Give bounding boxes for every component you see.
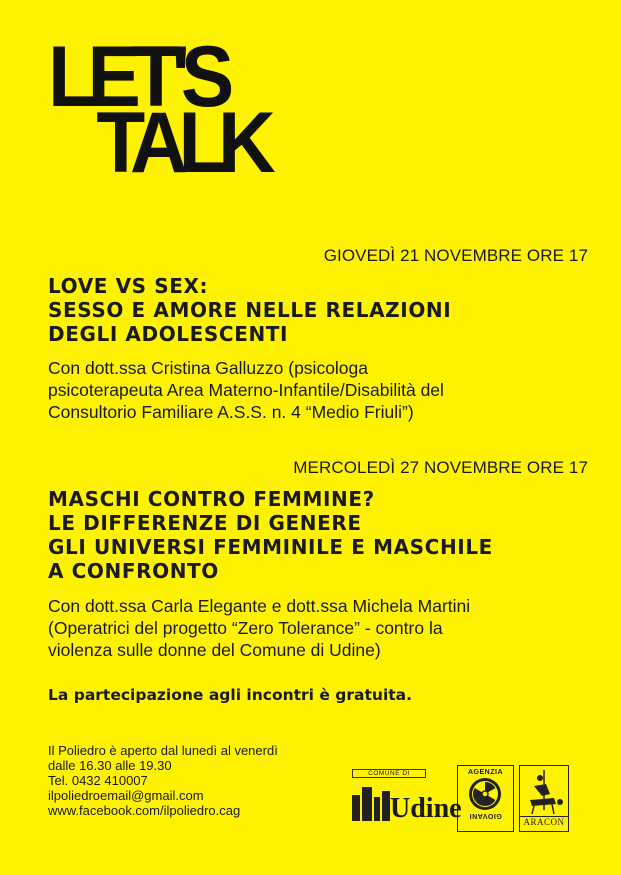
contact-info	[48, 743, 278, 818]
event2-description-line: violenza sulle donne del Comune di Udine)	[48, 640, 381, 660]
event2-description-line: (Operatrici del progetto “Zero Tolerance” - contro la	[48, 618, 443, 638]
event1-description-line: psicoterapeuta Area Materno-Infantile/Disabilità del	[48, 380, 444, 400]
event1-headline	[48, 274, 451, 346]
aracon-name: ARACON	[520, 816, 568, 827]
event1-description-line: Con dott.ssa Cristina Galluzzo (psicologa	[48, 358, 369, 378]
comune-logo-top-text: COMUNE DI	[352, 769, 426, 778]
event2-date: MERCOLEDÌ 27 NOVEMBRE ORE 17	[293, 458, 588, 477]
contact-line: Tel. 0432 410007	[48, 773, 148, 788]
event1-headline-line: SESSO E AMORE NELLE RELAZIONI	[48, 298, 452, 322]
agenzia-giovani-logo	[457, 765, 514, 832]
event1-description	[48, 357, 444, 423]
contact-line: Il Poliedro è aperto dal lunedì al venerdì	[48, 743, 278, 758]
event1-date: GIOVEDÌ 21 NOVEMBRE ORE 17	[323, 246, 588, 265]
free-participation-note: La partecipazione agli incontri è gratuita.	[48, 686, 413, 704]
contact-email[interactable]: ilpoliedroemail@gmail.com	[48, 788, 204, 803]
agenzia-bottom-text: GIOVANI	[469, 812, 502, 819]
event1-description-line: Consultorio Familiare A.S.S. n. 4 “Medio Friuli”)	[48, 402, 414, 422]
don-quixote-icon	[520, 766, 568, 816]
aracon-logo	[519, 765, 569, 832]
comune-di-udine-logo	[350, 765, 462, 830]
event2-headline-line: LE DIFFERENZE DI GENERE	[48, 511, 362, 535]
event2-headline-line: A CONFRONTO	[48, 559, 219, 583]
event1-headline-line: DEGLI ADOLESCENTI	[48, 322, 289, 346]
contact-facebook-link[interactable]: www.facebook.com/ilpoliedro.cag	[48, 803, 241, 818]
agenzia-top-text: AGENZIA	[468, 769, 503, 776]
poster-title	[48, 29, 267, 191]
event2-headline	[48, 487, 493, 583]
event1-headline-line: LOVE VS SEX:	[48, 274, 209, 298]
title-line-2: TALK	[96, 95, 267, 191]
event2-headline-line: GLI UNIVERSI FEMMINILE E MASCHILE	[48, 535, 493, 559]
event2-description-line: Con dott.ssa Carla Elegante e dott.ssa Michela Martini	[48, 596, 471, 616]
contact-line: dalle 16.30 alle 19.30	[48, 758, 172, 773]
comune-logo-name: Udine	[390, 793, 462, 824]
event2-description	[48, 595, 470, 661]
radiation-icon	[458, 776, 513, 812]
event2-headline-line: MASCHI CONTRO FEMMINE?	[48, 487, 375, 511]
title-line-1: LET'S	[48, 29, 225, 125]
